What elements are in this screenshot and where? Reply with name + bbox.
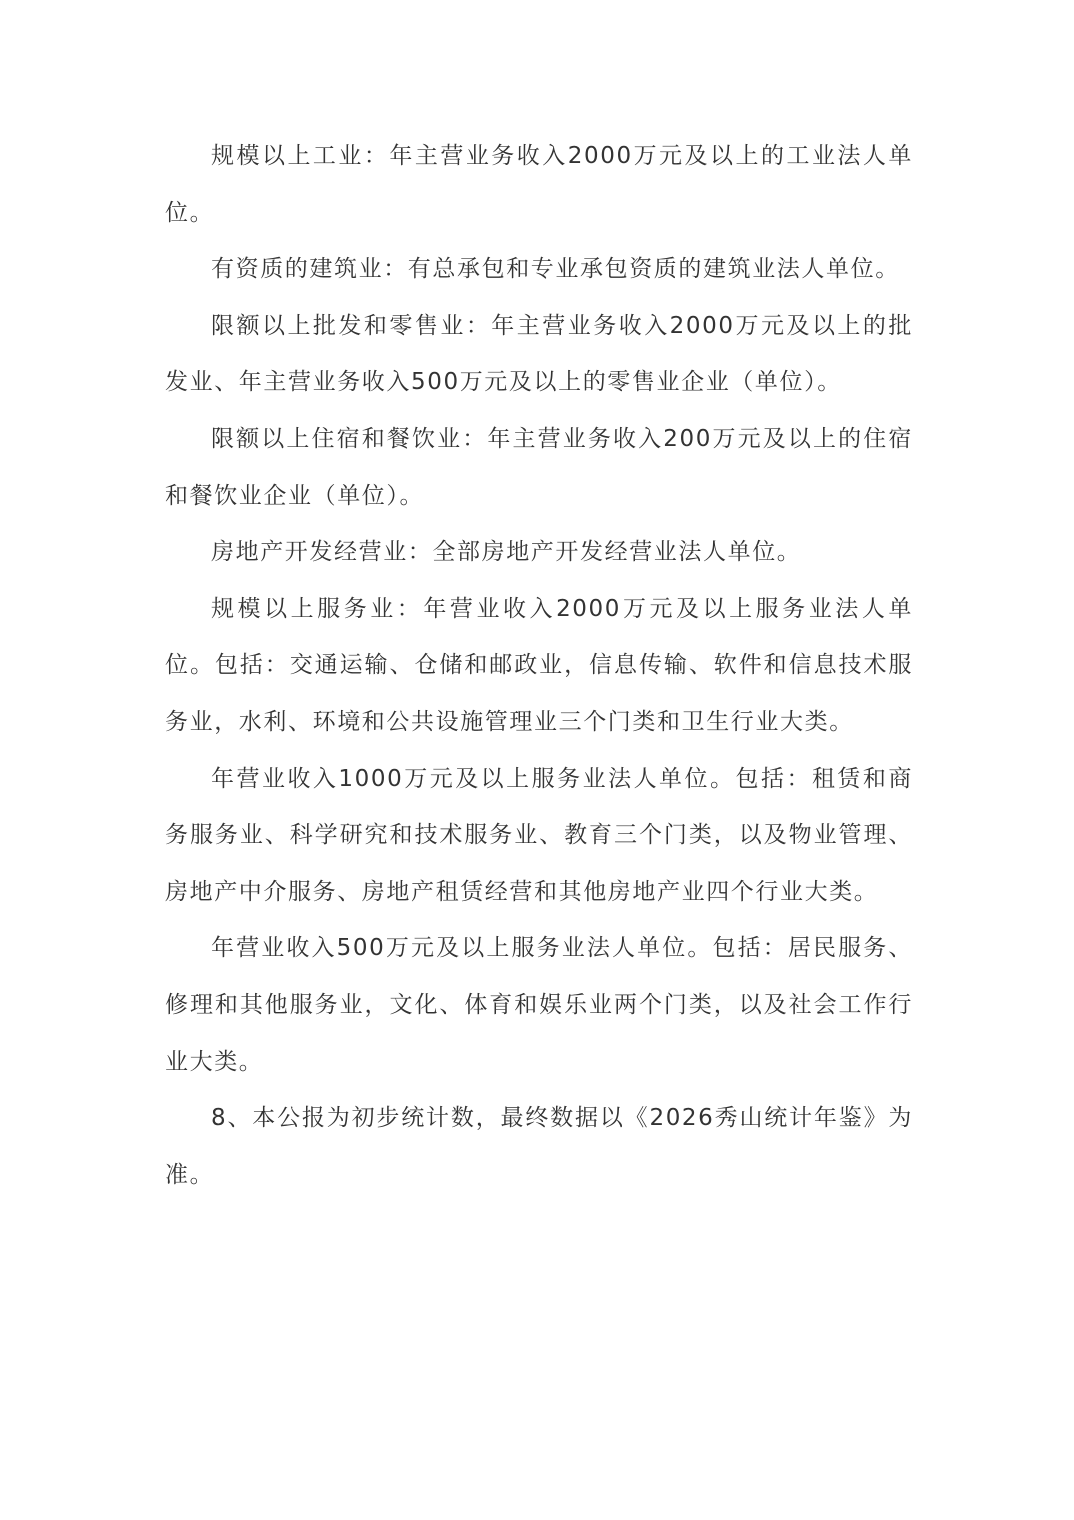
paragraph-preliminary-note: 8、本公报为初步统计数，最终数据以《2026秀山统计年鉴》为准。 bbox=[165, 1105, 913, 1188]
paragraph-services-500-definition: 年营业收入500万元及以上服务业法人单位。包括：居民服务、修理和其他服务业，文化、体育和娱乐业两个门类，以及社会工作行业大类。 bbox=[165, 935, 913, 1075]
document-body bbox=[165, 128, 913, 1203]
paragraph-services-2000-definition: 规模以上服务业：年营业收入2000万元及以上服务业法人单位。包括：交通运输、仓储和邮政业，信息传输、软件和信息技术服务业，水利、环境和公共设施管理业三个门类和卫生行业大类。 bbox=[165, 595, 913, 735]
paragraph-wholesale-retail-definition: 限额以上批发和零售业：年主营业务收入2000万元及以上的批发业、年主营业务收入500万元及以上的零售业企业（单位）。 bbox=[165, 312, 913, 396]
paragraph-industry-definition: 规模以上工业：年主营业务收入2000万元及以上的工业法人单位。 bbox=[165, 143, 913, 226]
paragraph-services-1000-definition: 年营业收入1000万元及以上服务业法人单位。包括：租赁和商务服务业、科学研究和技术服务业、教育三个门类，以及物业管理、房地产中介服务、房地产租赁经营和其他房地产业四个行业大类。 bbox=[165, 765, 913, 905]
paragraph-accommodation-catering-definition: 限额以上住宿和餐饮业：年主营业务收入200万元及以上的住宿和餐饮业企业（单位）。 bbox=[165, 425, 913, 509]
paragraph-real-estate-definition: 房地产开发经营业：全部房地产开发经营业法人单位。 bbox=[211, 539, 802, 566]
paragraph-construction-definition: 有资质的建筑业：有总承包和专业承包资质的建筑业法人单位。 bbox=[211, 256, 900, 283]
